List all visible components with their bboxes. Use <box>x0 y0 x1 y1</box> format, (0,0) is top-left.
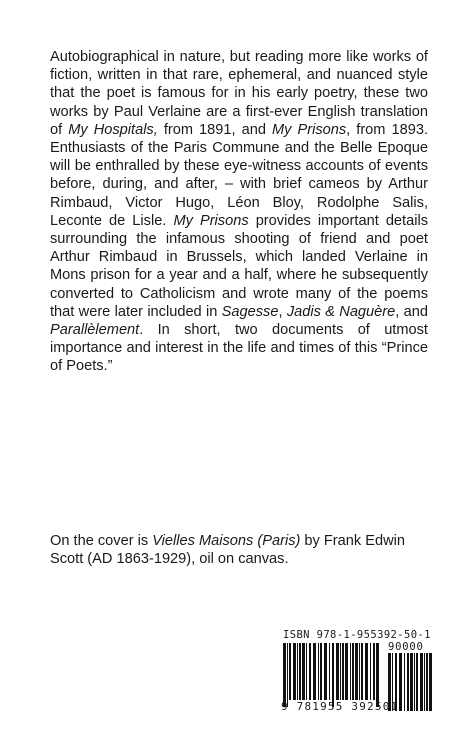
barcode-bar <box>313 643 316 700</box>
barcode-bar <box>345 643 348 700</box>
text-run: by Frank Edwin Scott (AD 1863-1929), oil on canvas. <box>50 533 405 568</box>
italic-title: Sagesse <box>221 303 279 320</box>
italic-title: My Prisons <box>272 121 347 138</box>
text-run: from 1891, and <box>157 121 273 138</box>
barcode-bar <box>355 643 358 700</box>
barcode-bar <box>336 643 339 700</box>
barcode-bar <box>342 643 344 700</box>
barcode-bar <box>293 643 296 700</box>
italic-title: Vielles Maisons (Paris) <box>152 533 301 549</box>
barcode-bar <box>329 643 330 700</box>
price-code: 90000 <box>388 641 424 653</box>
barcode-bar <box>283 643 286 707</box>
barcode-bar <box>376 643 379 707</box>
ean-digits: 9 781955 392501 <box>281 700 399 713</box>
barcode-bar <box>373 643 375 700</box>
barcode-bar <box>320 643 322 700</box>
text-run: provides important details surrounding the infamous shooting of friend and poet Arthur Rimbaud in Brussels, which landed Verlaine in Mons prison for a year and a half, where he subsequently converted to Catholicism and wrote many of the poems that were later included in <box>50 212 429 320</box>
barcode-bar <box>289 643 291 700</box>
barcode-bar <box>361 643 363 700</box>
text-run: . In short, two documents of utmost importance and interest in the life and times of this “Prince of Poets.” <box>50 322 428 375</box>
barcode-bar <box>309 643 311 700</box>
text-run: , and <box>395 303 428 320</box>
barcode-bar <box>359 643 360 700</box>
barcode-bar <box>287 643 288 707</box>
barcode-bar <box>332 643 334 707</box>
barcode-bar <box>318 643 319 700</box>
barcode-bar <box>299 643 301 700</box>
italic-title: Parallèlement <box>50 322 140 339</box>
barcode-bar <box>306 643 307 700</box>
text-run: Autobiographical in nature, but reading more like works of fiction, written in that rare, ephemeral, and nuanced style that the poet is famous for in his early poetry, these two works by Paul Verlaine are a first-ever English translation of <box>50 49 428 138</box>
text-run: On the cover is <box>50 533 153 549</box>
barcode-bar <box>297 643 298 700</box>
text-run: , <box>278 303 287 320</box>
italic-title: My Prisons <box>173 212 249 229</box>
isbn-label: ISBN 978-1-955392-50-1 <box>283 629 431 641</box>
barcode-bar <box>352 643 354 700</box>
barcode-bar <box>302 643 305 700</box>
barcode-bar <box>324 643 327 700</box>
barcode-bar <box>350 643 351 700</box>
barcode-bar <box>340 643 341 700</box>
italic-title: My Hospitals, <box>68 121 158 138</box>
barcode-bar <box>365 643 368 700</box>
barcode-bar <box>370 643 371 700</box>
italic-title: Jadis & Naguère <box>286 303 396 320</box>
text-run: , from 1893. Enthusiasts of the Paris Commune and the Belle Epoque will be enthralled by these eye-witness accounts of events before, during, and after, – with brief cameos by Arthur Rimbaud, Victor Hugo, Léon Bloy, Rodolphe Salis, Leconte de Lisle. <box>50 121 429 229</box>
